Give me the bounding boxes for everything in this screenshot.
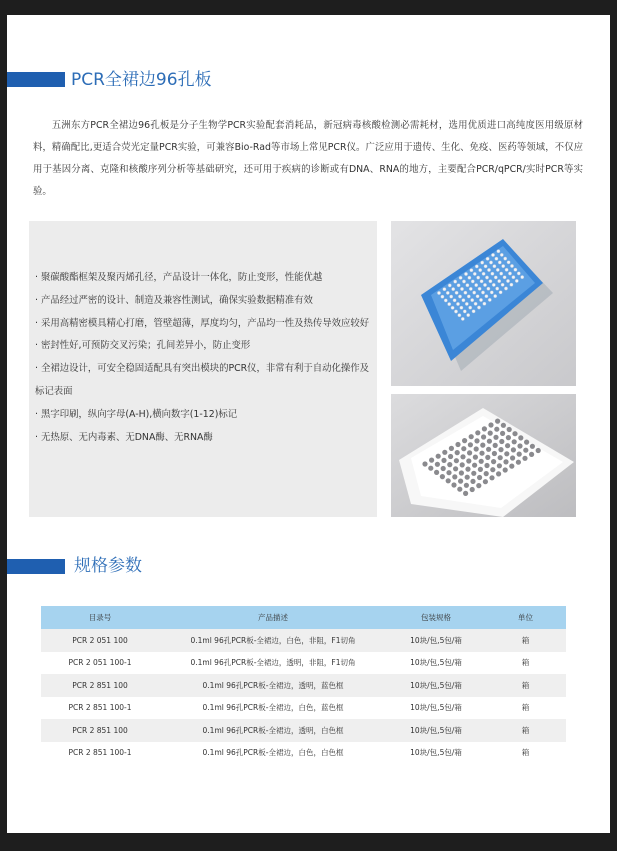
section1-accent-bar: [7, 72, 65, 87]
feature-item: · 产品经过严密的设计、制造及兼容性测试，确保实验数据精准有效: [35, 294, 313, 306]
table-row: [41, 719, 566, 742]
section1-title: PCR全裙边96孔板: [71, 70, 212, 90]
cell-unit: 箱: [521, 703, 530, 713]
cell-packing: 10块/包,5包/箱: [410, 748, 462, 758]
table-row: [41, 697, 566, 720]
feature-item: · 密封性好,可预防交叉污染；孔间差异小，防止变形: [35, 340, 251, 352]
cell-unit: 箱: [485, 719, 566, 742]
header-packing: 包装规格: [387, 606, 485, 629]
intro-paragraph: 五洲东方PCR全裙边96孔板是分子生物学PCR实验配套消耗品，新冠病毒核酸检测必需耗材，选用优质进口高纯度医用级原材料，精确配比,更适合荧光定量PCR实验，可兼容Bio-Rad等市场上常见PCR仪。广泛应用于遗传、生化、免疫、医药等领域，不仅应用于基因分离、克隆和核酸序列分析等基础研究，还可用于疾病的诊断或有DNA、RNA的地方，主要配合PCR/qPCR/实时PCR等实验。: [33, 120, 583, 197]
features-panel: [29, 221, 377, 517]
feature-item: · 黑字印刷，纵向字母(A-H),横向数字(1-12)标记: [35, 408, 238, 420]
table-row: [41, 674, 566, 697]
cell-catalog-no: PCR 2 851 100-1: [68, 703, 132, 713]
spec-table: [41, 606, 566, 764]
cell-unit: 箱: [485, 674, 566, 697]
table-row: [41, 742, 566, 765]
cell-catalog-no: PCR 2 051 100-1: [68, 658, 132, 668]
feature-item: · 无热原、无内毒素、无DNA酶、无RNA酶: [35, 431, 213, 443]
cell-description: 0.1ml 96孔PCR板-全裙边，透明，非阻，F1切角: [190, 658, 356, 668]
cell-description: 0.1ml 96孔PCR板-全裙边，白色，白色框: [202, 748, 344, 758]
table-row: [41, 629, 566, 652]
section2-accent-bar: [7, 559, 65, 574]
white-plate-photo: [391, 394, 576, 517]
table-row: [41, 652, 566, 675]
cell-packing: 10块/包,5包/箱: [387, 674, 485, 697]
cell-unit: 箱: [485, 629, 566, 652]
cell-description: 0.1ml 96孔PCR板-全裙边，透明，蓝色框: [159, 674, 387, 697]
cell-packing: 10块/包,5包/箱: [410, 658, 462, 668]
cell-unit: 箱: [521, 658, 530, 668]
features-list: [35, 267, 371, 449]
section2-title: 规格参数: [74, 556, 142, 576]
feature-item: · 采用高精密模具精心打磨，管壁超薄，厚度均匀，产品均一性及热传导效应较好: [35, 317, 370, 329]
cell-description: 0.1ml 96孔PCR板-全裙边，白色，非阻，F1切角: [159, 629, 387, 652]
feature-item: · 全裙边设计，可安全稳固适配具有突出模块的PCR仪，非常有利于自动化操作及标记表面: [35, 363, 370, 397]
cell-packing: 10块/包,5包/箱: [387, 719, 485, 742]
feature-item: · 聚碳酸酯框架及聚丙烯孔径，产品设计一体化，防止变形，性能优越: [35, 272, 323, 283]
cell-catalog-no: PCR 2 851 100: [41, 674, 159, 697]
cell-description: 0.1ml 96孔PCR板-全裙边，白色，蓝色框: [202, 703, 344, 713]
cell-description: 0.1ml 96孔PCR板-全裙边，透明，白色框: [159, 719, 387, 742]
cell-unit: 箱: [521, 748, 530, 758]
cell-catalog-no: PCR 2 851 100: [41, 719, 159, 742]
header-unit: 单位: [485, 606, 566, 629]
table-header-row: [41, 606, 566, 629]
cell-packing: 10块/包,5包/箱: [387, 629, 485, 652]
brochure-page: [7, 15, 610, 833]
cell-catalog-no: PCR 2 051 100: [41, 629, 159, 652]
header-description: 产品描述: [159, 606, 387, 629]
header-catalog-no: 目录号: [41, 606, 159, 629]
cell-packing: 10块/包,5包/箱: [410, 703, 462, 713]
cell-catalog-no: PCR 2 851 100-1: [68, 748, 132, 758]
blue-plate-photo: [391, 221, 576, 386]
